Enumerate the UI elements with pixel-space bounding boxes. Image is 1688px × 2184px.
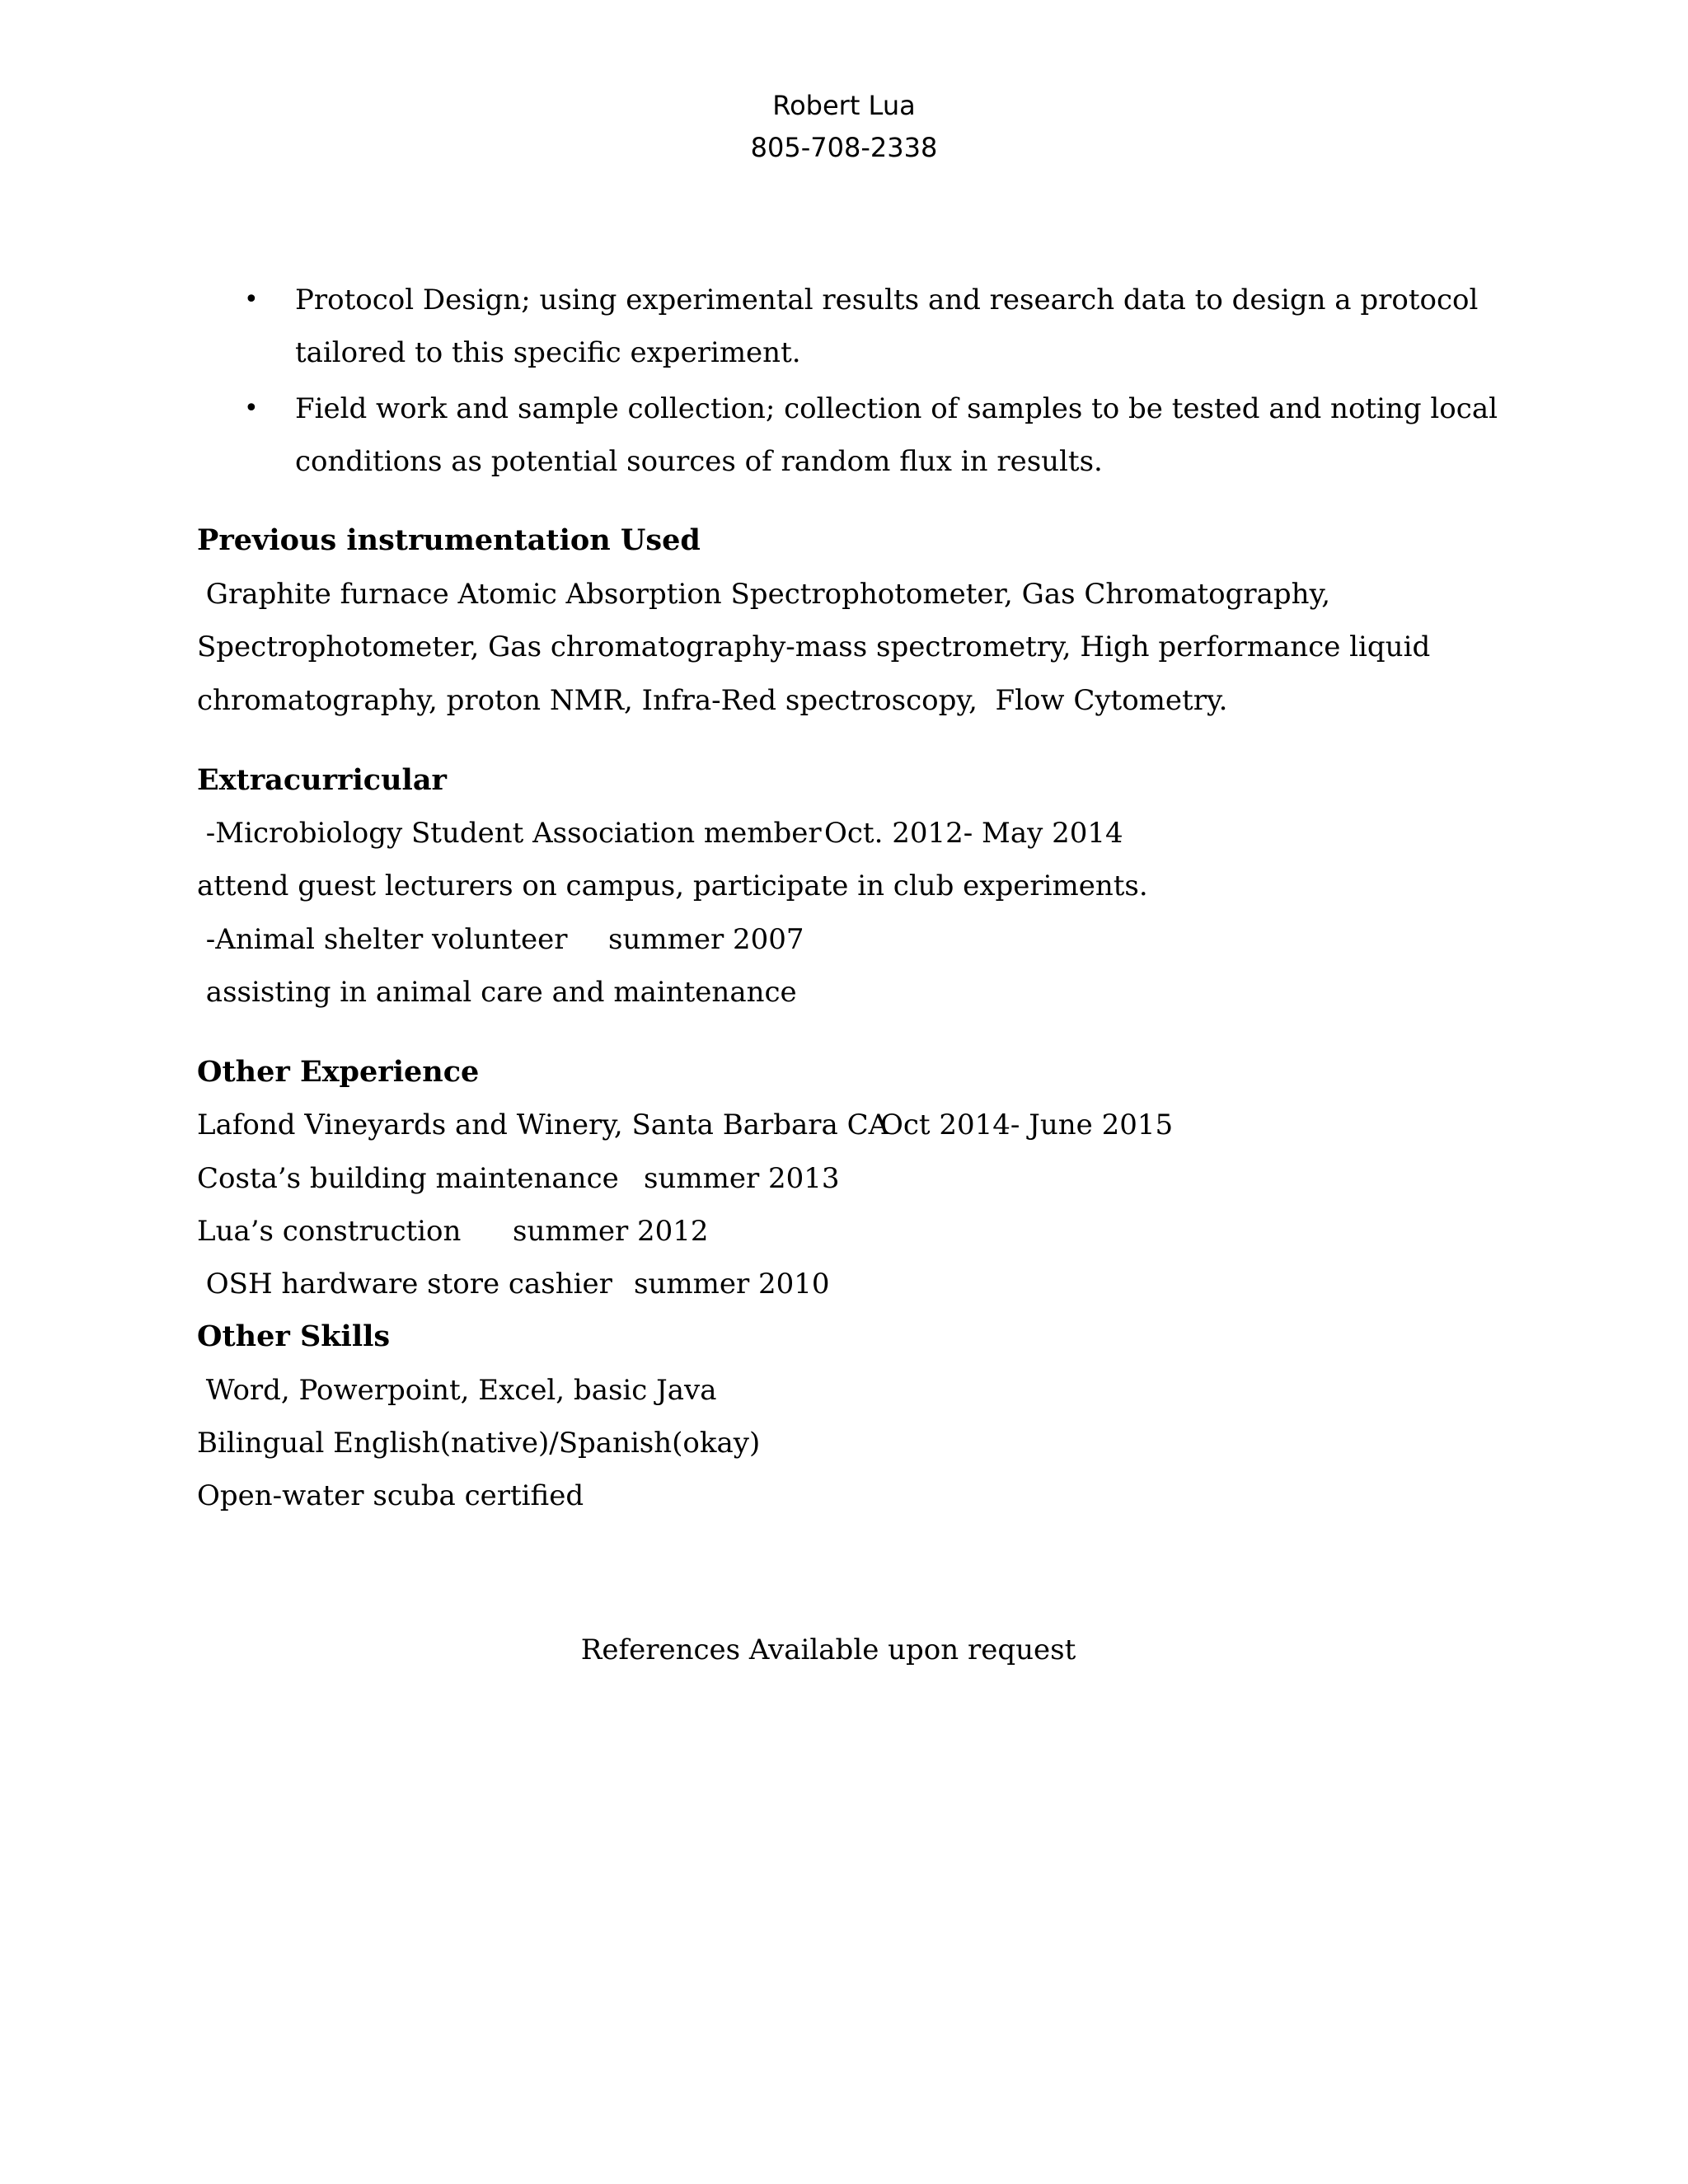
bullet-text-line: tailored to this specific experiment. (295, 336, 801, 369)
bullet-text-line: conditions as potential sources of random flux in results. (295, 445, 1103, 478)
applicant-name: Robert Lua (772, 90, 916, 121)
bullet-marker: • (244, 394, 259, 423)
activity-date: Oct. 2012- May 2014 (824, 817, 1123, 850)
activity-description: assisting in animal care and maintenance (197, 976, 797, 1009)
job-date: summer 2013 (644, 1162, 840, 1195)
bullet-text-line: Protocol Design; using experimental results and research data to design a protocol (295, 284, 1479, 316)
activity-date: summer 2007 (608, 923, 804, 956)
bullet-text-line: Field work and sample collection; collection of samples to be tested and noting local (295, 392, 1498, 425)
skill-line: Bilingual English(native)/Spanish(okay) (197, 1427, 761, 1460)
job-title: OSH hardware store cashier (197, 1268, 612, 1301)
instrumentation-line: Spectrophotometer, Gas chromatography-mass spectrometry, High performance liquid (197, 630, 1431, 663)
bullet-marker: • (244, 285, 259, 314)
activity-title: -Microbiology Student Association member (197, 817, 822, 850)
skill-line: Word, Powerpoint, Excel, basic Java (197, 1374, 717, 1407)
section-heading: Extracurricular (197, 763, 447, 797)
applicant-phone: 805-708-2338 (750, 132, 938, 163)
job-date: summer 2010 (634, 1268, 830, 1301)
skill-line: Open-water scuba certified (197, 1479, 584, 1512)
references-note: References Available upon request (580, 1633, 1076, 1666)
job-title: Costa’s building maintenance (197, 1162, 619, 1195)
job-title: Lafond Vineyards and Winery, Santa Barbara CA (197, 1108, 889, 1141)
section-heading: Other Skills (197, 1319, 391, 1353)
section-heading: Other Experience (197, 1055, 480, 1089)
job-title: Lua’s construction (197, 1215, 462, 1248)
job-date: summer 2012 (513, 1215, 709, 1248)
activity-description: attend guest lecturers on campus, participate in club experiments. (197, 869, 1148, 902)
instrumentation-line: chromatography, proton NMR, Infra-Red spectroscopy, Flow Cytometry. (197, 684, 1228, 717)
instrumentation-line: Graphite furnace Atomic Absorption Spectrophotometer, Gas Chromatography, (197, 578, 1331, 611)
section-heading: Previous instrumentation Used (197, 523, 701, 557)
job-date: Oct 2014- June 2015 (880, 1108, 1174, 1141)
activity-title: -Animal shelter volunteer (197, 923, 568, 956)
